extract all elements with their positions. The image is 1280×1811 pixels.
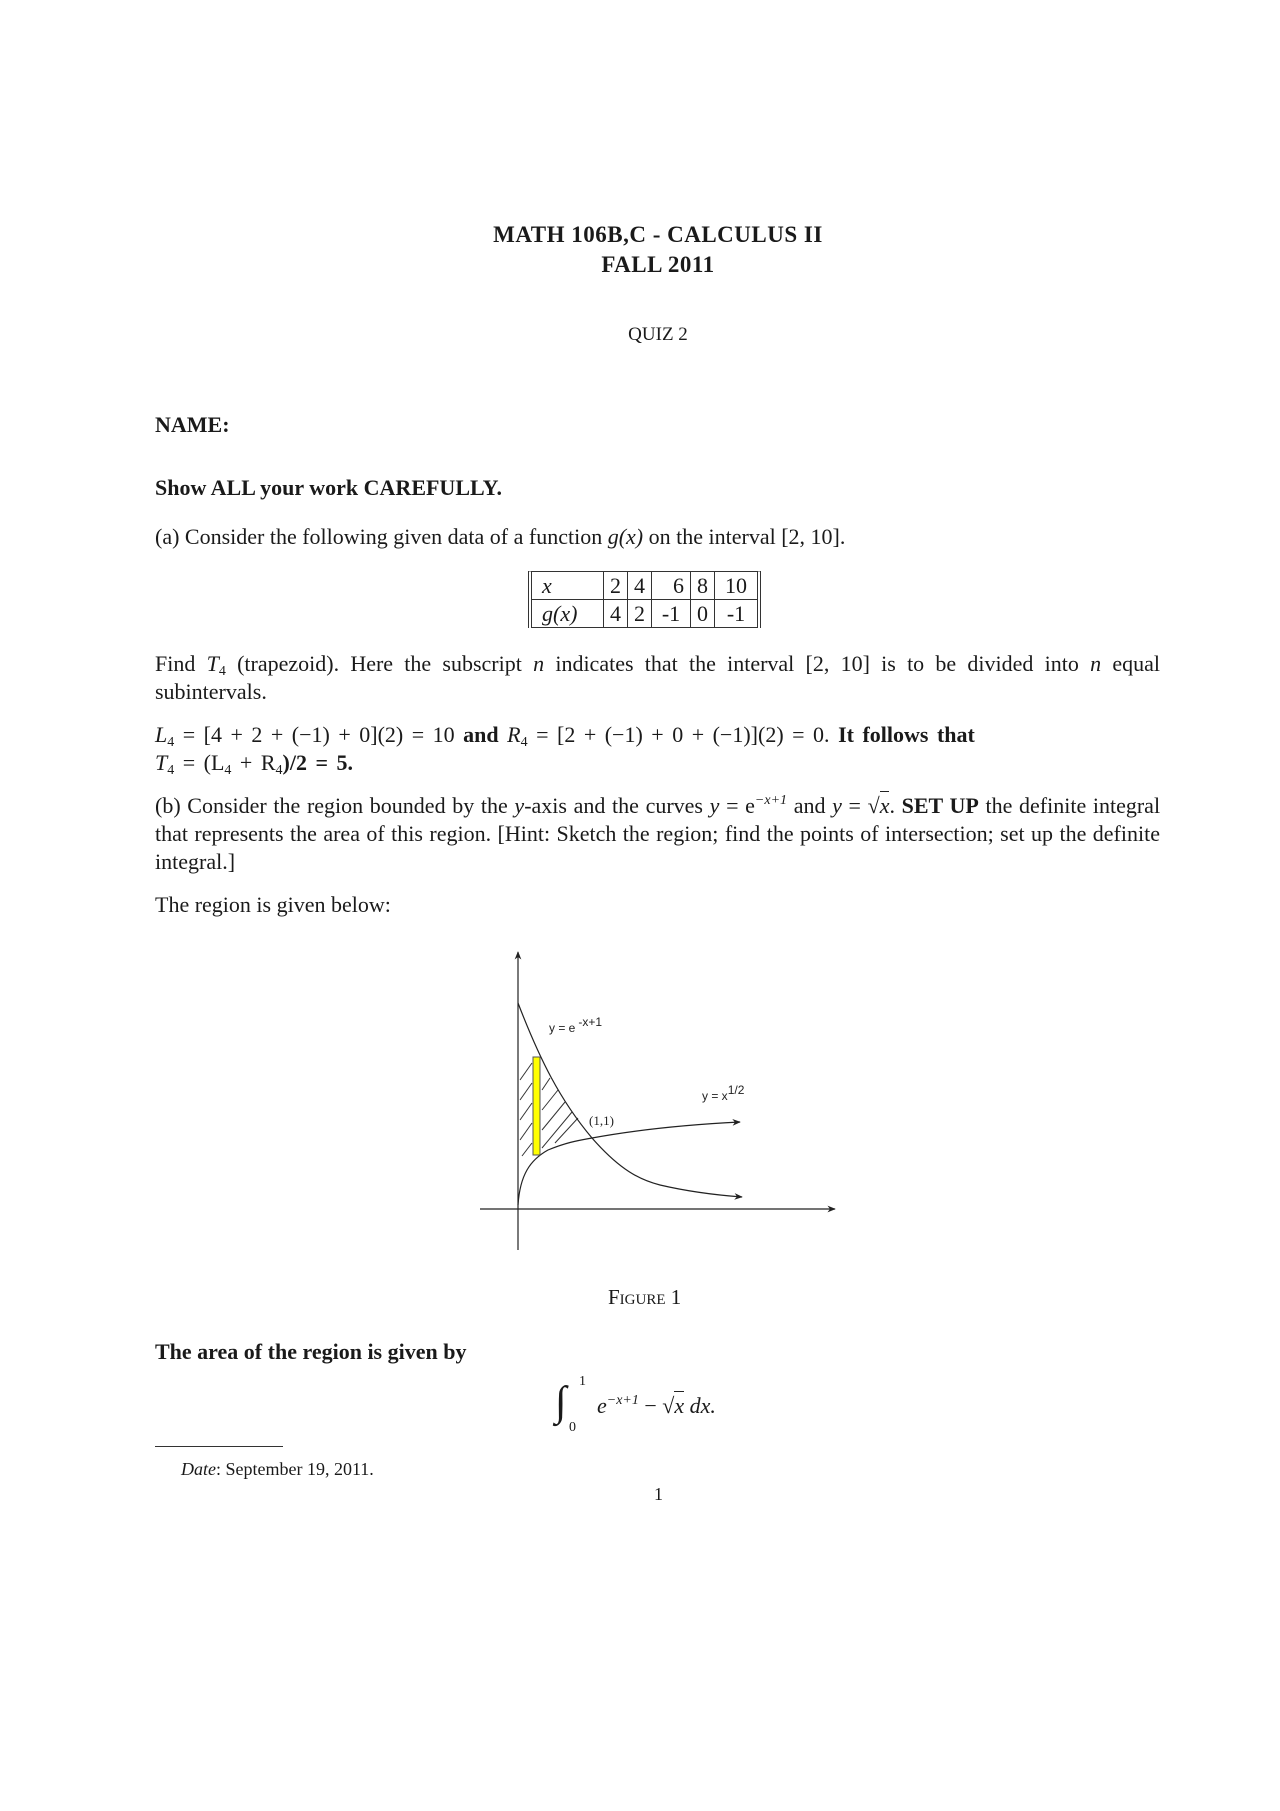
part-a-prompt: (a) Consider the following given data of a function g(x) on the interval [2, 10]. (155, 524, 846, 549)
term-title: FALL 2011 (601, 252, 715, 277)
table-cell: 4 (604, 600, 628, 628)
quiz-title: QUIZ 2 (628, 324, 688, 345)
answer-integral (555, 1374, 775, 1438)
figure-caption: Figure 1 (608, 1285, 682, 1309)
table-cell: -1 (715, 600, 757, 628)
highlight-strip (533, 1057, 540, 1155)
course-title: MATH 106B,C - CALCULUS II (493, 222, 823, 247)
exp-label: y = e -x+1 (549, 1015, 603, 1035)
table-cell: 4 (628, 572, 652, 600)
part-a-solution: $L_4 = [4 + 2 + (-1) + 0](2) = 10$ and $R_4 = [2 + (-1) + 0 + (-1)](2) = 0$. It follows that $T_4 = (L_4 + R_4)/2 = 5$. (155, 722, 975, 778)
part-a-question: Find $T_4$ (trapezoid). Here the subscript n indicates that the interval [2, 10] is to be divided into n equal subintervals. (155, 651, 1160, 704)
table-cell: 10 (715, 572, 757, 600)
integral-lower: 0 (569, 1420, 576, 1435)
answer-intro: The area of the region is given by (155, 1339, 467, 1364)
integrand: $e^{-x+1} - √x$ dx. (597, 1393, 716, 1418)
hatch-lines (520, 1063, 578, 1156)
data-table (528, 571, 761, 628)
integral-sign: ∫ (555, 1379, 567, 1425)
integral-upper: 1 (579, 1374, 586, 1389)
data-table-wrapper (528, 571, 761, 628)
table-cell: 6 (652, 572, 691, 600)
region-figure (470, 940, 850, 1260)
footnote-rule (155, 1446, 283, 1447)
region-text: The region is given below: (155, 892, 391, 917)
sqrt-curve (518, 1122, 740, 1205)
part-b-prompt: (b) Consider the region bounded by the y-axis and the curves $y = e^{-x+1}$ and y = √x. SET UP the definite integral that represents the area of this region. [Hint: Sketch the region; find the points of intersection; set up the definite integral.] (155, 793, 1161, 874)
table-cell: 2 (604, 572, 628, 600)
instructions: Show ALL your work CAREFULLY. (155, 475, 503, 500)
table-cell: 8 (691, 572, 715, 600)
table-cell: -1 (652, 600, 691, 628)
table-row-g (532, 600, 757, 628)
table-cell: 0 (691, 600, 715, 628)
table-row-x (532, 572, 757, 600)
footnote: Date: September 19, 2011. (181, 1459, 374, 1479)
table-cell: 2 (628, 600, 652, 628)
intersection-label: (1,1) (589, 1113, 614, 1128)
row-label: x (532, 572, 604, 600)
page-number: 1 (654, 1484, 663, 1504)
sqrt-label: y = x1/2 (702, 1083, 745, 1103)
name-label: NAME: (155, 412, 230, 437)
row-label: g(x) (532, 600, 604, 628)
